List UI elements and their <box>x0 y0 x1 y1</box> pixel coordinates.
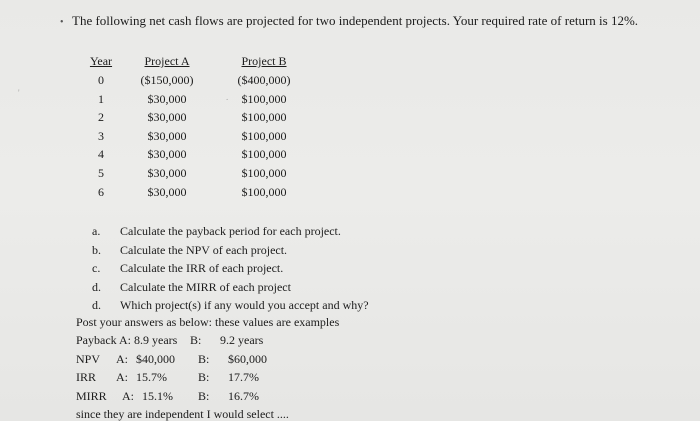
question-text: Calculate the IRR of each project. <box>120 261 284 275</box>
project-a-cell: $30,000 <box>147 91 187 106</box>
irr-label: IRR <box>76 370 97 385</box>
answer-instruction: Post your answers as below: these values are examples <box>76 315 340 329</box>
irr-a-label: A: <box>116 370 128 385</box>
mirr-label: MIRR <box>76 388 107 403</box>
project-b-cell: $100,000 <box>241 165 287 180</box>
bullet-mark: • <box>60 17 64 28</box>
project-b-header: Project B <box>241 54 287 68</box>
question-item <box>86 278 369 297</box>
year-cell: 6 <box>98 184 104 199</box>
npv-a-value: $40,000 <box>136 351 175 366</box>
margin-mark: . <box>226 92 229 102</box>
npv-row <box>76 350 339 368</box>
project-a-cell: $30,000 <box>147 165 187 180</box>
question-letter: b. <box>92 242 101 257</box>
question-text: Calculate the MIRR of each project <box>120 279 291 294</box>
mirr-row <box>76 387 339 405</box>
project-a-cell: $30,000 <box>147 184 187 199</box>
payback-a-value: 8.9 years <box>134 333 178 348</box>
project-a-cell: $30,000 <box>147 128 187 143</box>
question-item <box>86 222 369 241</box>
question-text: Calculate the payback period for each project. <box>120 224 341 238</box>
npv-a-label: A: <box>116 351 128 366</box>
npv-label: NPV <box>76 351 101 366</box>
question-item <box>86 241 369 260</box>
irr-row <box>76 368 339 386</box>
payback-row <box>76 331 339 349</box>
payback-b-value: 9.2 years <box>220 333 264 348</box>
irr-b-label: B: <box>198 370 210 385</box>
year-cell: 4 <box>98 147 104 162</box>
question-letter: d. <box>92 279 101 294</box>
project-b-cell: ($400,000) <box>237 73 291 87</box>
question-letter: c. <box>92 261 101 275</box>
project-a-header: Project A <box>144 54 190 68</box>
project-a-column <box>126 52 208 201</box>
payback-b-label: B: <box>190 333 202 348</box>
question-item <box>86 259 369 278</box>
mirr-b-value: 16.7% <box>228 388 259 403</box>
project-b-cell: $100,000 <box>241 184 287 199</box>
project-a-cell: $30,000 <box>147 147 187 162</box>
question-text: Calculate the NPV of each project. <box>120 242 288 257</box>
mirr-a-value: 15.1% <box>142 388 173 403</box>
project-a-cell: $30,000 <box>147 110 187 125</box>
question-text: Which project(s) if any would you accept and why? <box>120 298 369 312</box>
year-column <box>86 52 116 201</box>
year-cell: 3 <box>98 128 104 143</box>
question-list <box>86 222 369 315</box>
mirr-a-label: A: <box>122 388 134 403</box>
question-item <box>86 296 369 315</box>
year-cell: 1 <box>98 91 104 106</box>
irr-b-value: 17.7% <box>228 370 259 385</box>
year-header: Year <box>89 54 113 68</box>
mirr-b-label: B: <box>198 388 210 403</box>
project-b-cell: $100,000 <box>241 91 287 106</box>
npv-b-label: B: <box>198 351 210 366</box>
year-cell: 0 <box>98 73 104 87</box>
question-letter: d. <box>92 298 101 312</box>
irr-a-value: 15.7% <box>136 370 167 385</box>
answer-format <box>76 313 339 421</box>
year-cell: 5 <box>98 165 104 180</box>
project-b-column <box>222 52 306 201</box>
project-b-cell: $100,000 <box>241 128 287 143</box>
question-letter: a. <box>92 224 101 238</box>
year-cell: 2 <box>98 110 104 125</box>
project-b-cell: $100,000 <box>241 110 287 125</box>
closing-line: since they are independent I would select .... <box>76 406 289 421</box>
payback-label: Payback A: <box>76 333 131 348</box>
margin-mark: ' <box>18 88 20 98</box>
project-a-cell: ($150,000) <box>140 73 194 87</box>
npv-b-value: $60,000 <box>228 351 267 366</box>
project-b-cell: $100,000 <box>241 147 287 162</box>
problem-intro: The following net cash flows are projected for two independent projects. Your required rate of return is 12%. <box>72 13 639 28</box>
